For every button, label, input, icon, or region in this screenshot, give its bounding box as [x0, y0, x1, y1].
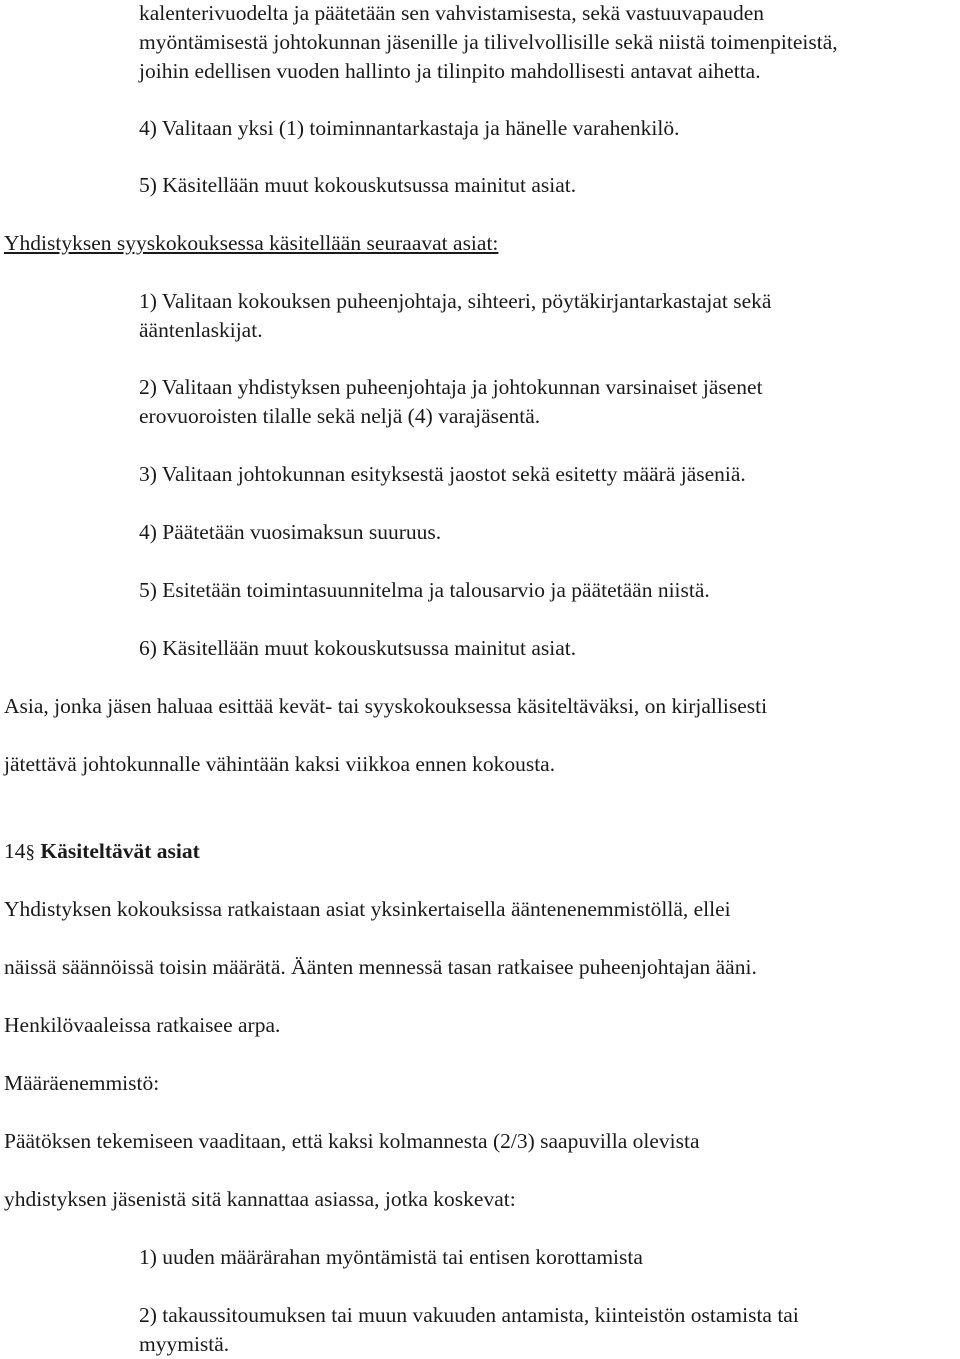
autumn-item-6: 6) Käsitellään muut kokouskutsussa mainitut asiat.	[139, 636, 577, 660]
autumn-item-3: 3) Valitaan johtokunnan esityksestä jaostot sekä esitetty määrä jäseniä.	[139, 462, 746, 486]
decision-line-1: Yhdistyksen kokouksissa ratkaistaan asiat yksinkertaisella ääntenenemmistöllä, ellei	[4, 897, 731, 921]
majority-item-1: 1) uuden määrärahan myöntämistä tai entisen korottamista	[139, 1245, 643, 1269]
spring-item-4: 4) Valitaan yksi (1) toiminnantarkastaja ja hänelle varahenkilö.	[139, 116, 680, 140]
intro-line-2: myöntämisestä johtokunnan jäsenille ja tilivelvollisille sekä niistä toimenpiteistä,	[139, 30, 838, 54]
autumn-item-1-line-1: 1) Valitaan kokouksen puheenjohtaja, sihteeri, pöytäkirjantarkastajat sekä	[139, 289, 772, 313]
autumn-item-2-line-2: erovuoroisten tilalle sekä neljä (4) varajäsentä.	[139, 404, 541, 428]
decision-line-2: näissä säännöissä toisin määrätä. Äänten mennessä tasan ratkaisee puheenjohtajan ääni.	[4, 955, 757, 979]
majority-heading: Määräenemmistö:	[4, 1071, 160, 1095]
spring-item-5: 5) Käsitellään muut kokouskutsussa mainitut asiat.	[139, 173, 577, 197]
section-title: Käsiteltävät asiat	[40, 839, 200, 863]
majority-item-2-line-1: 2) takaussitoumuksen tai muun vakuuden antamista, kiinteistön ostamista tai	[139, 1303, 799, 1327]
section-number: 14	[4, 839, 26, 863]
autumn-item-4: 4) Päätetään vuosimaksun suuruus.	[139, 520, 442, 544]
intro-line-3: joihin edellisen vuoden hallinto ja tilinpito mahdollisesti antavat aihetta.	[139, 59, 761, 83]
section-heading	[4, 838, 200, 866]
section-symbol: §	[25, 842, 35, 863]
autumn-item-5: 5) Esitetään toimintasuunnitelma ja talousarvio ja päätetään niistä.	[139, 578, 710, 602]
decision-line-3: Henkilövaaleissa ratkaisee arpa.	[4, 1013, 281, 1037]
autumn-meeting-heading: Yhdistyksen syyskokouksessa käsitellään seuraavat asiat:	[4, 231, 499, 255]
majority-item-2-line-2: myymistä.	[139, 1332, 230, 1356]
autumn-item-1-line-2: ääntenlaskijat.	[139, 318, 263, 342]
notice-line-1: Asia, jonka jäsen haluaa esittää kevät- tai syyskokouksessa käsiteltäväksi, on kirjallisesti	[4, 694, 768, 718]
notice-line-2: jätettävä johtokunnalle vähintään kaksi viikkoa ennen kokousta.	[4, 752, 556, 776]
intro-line-1: kalenterivuodelta ja päätetään sen vahvistamisesta, sekä vastuuvapauden	[139, 1, 765, 25]
majority-line-2: yhdistyksen jäsenistä sitä kannattaa asiassa, jotka koskevat:	[4, 1187, 516, 1211]
autumn-item-2-line-1: 2) Valitaan yhdistyksen puheenjohtaja ja johtokunnan varsinaiset jäsenet	[139, 375, 763, 399]
majority-line-1: Päätöksen tekemiseen vaaditaan, että kaksi kolmannesta (2/3) saapuvilla olevista	[4, 1129, 700, 1153]
